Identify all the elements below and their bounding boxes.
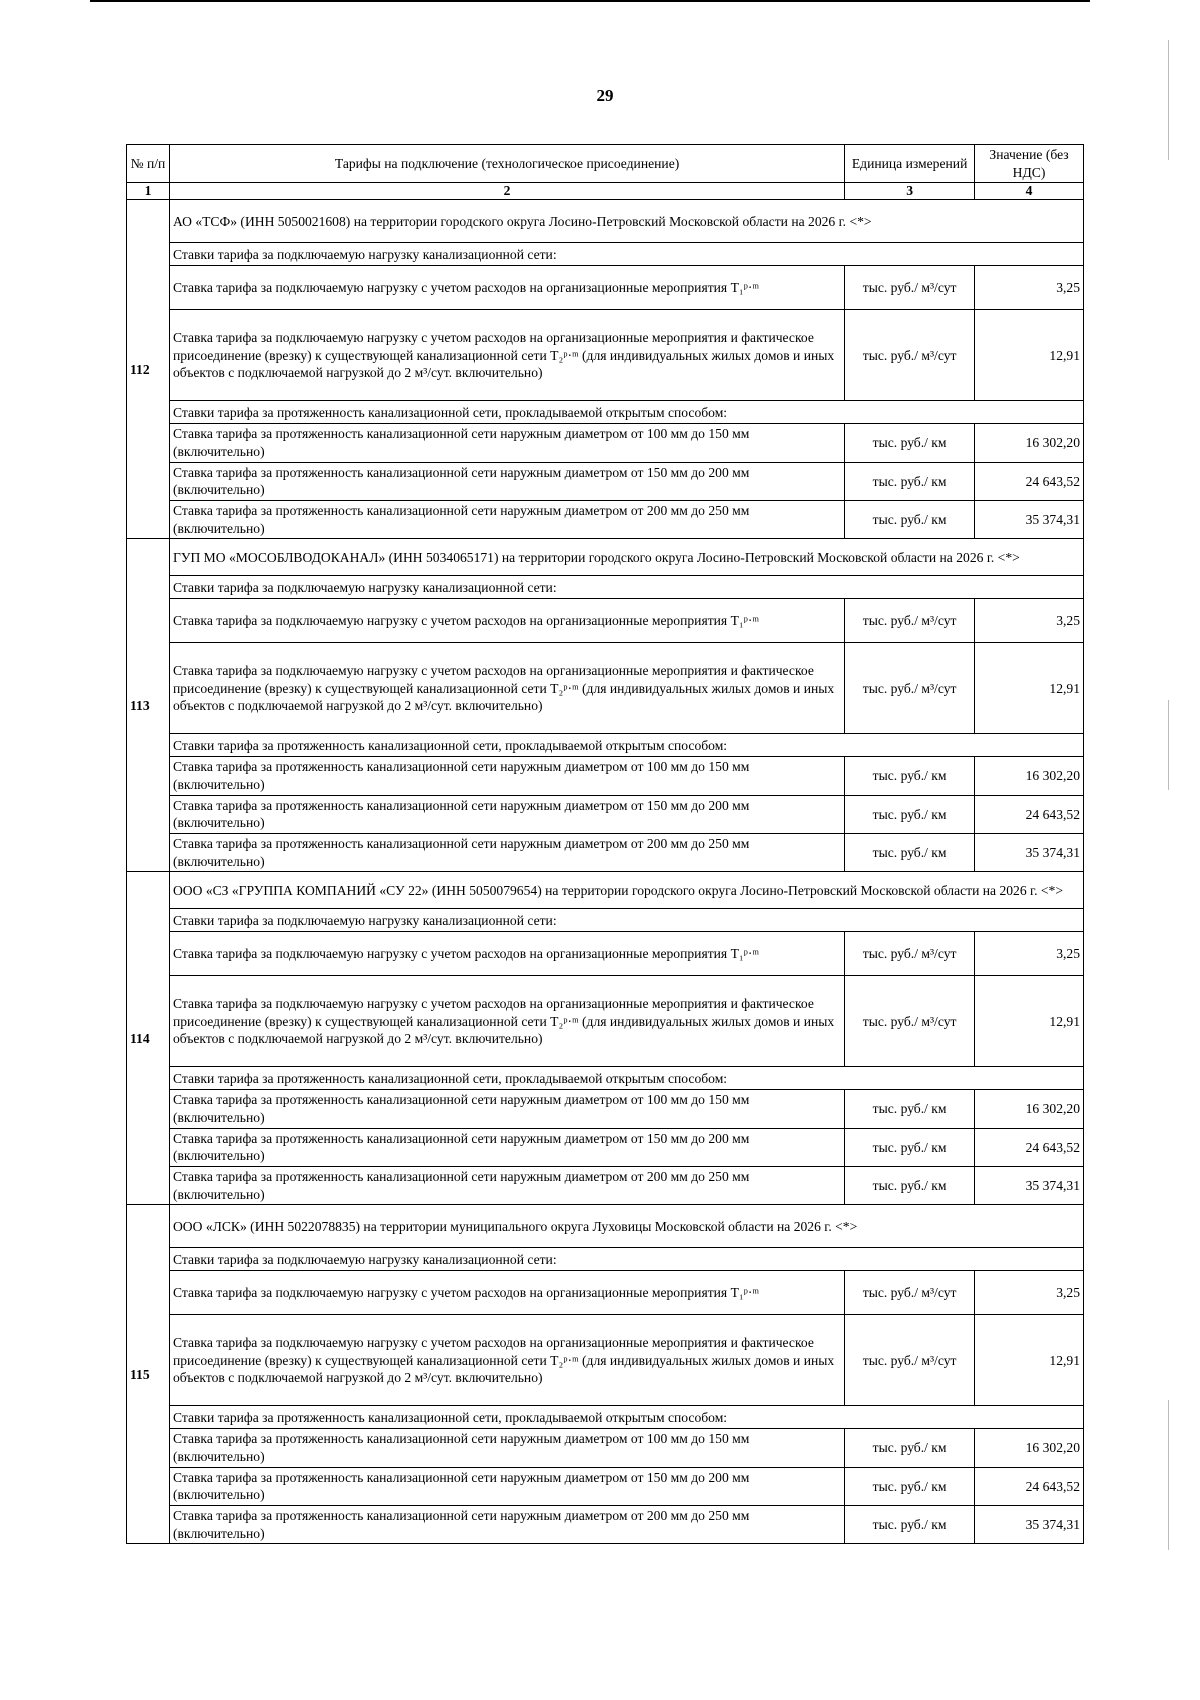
tariff-value: 24 643,52 xyxy=(975,795,1084,833)
tariff-row xyxy=(127,757,1084,795)
tariff-row xyxy=(127,1090,1084,1128)
organization-title: АО «ТСФ» (ИНН 5050021608) на территории городского округа Лосино-Петровский Московской области на 2026 г. <*> xyxy=(169,200,1083,243)
tariff-unit: тыс. руб./ м³/сут xyxy=(845,266,975,310)
tariff-unit: тыс. руб./ м³/сут xyxy=(845,599,975,643)
tariff-value: 16 302,20 xyxy=(975,424,1084,462)
column-number-row xyxy=(127,183,1084,200)
section-row-load xyxy=(127,243,1084,266)
section-heading: Ставки тарифа за подключаемую нагрузку канализационной сети: xyxy=(169,909,1083,932)
table-body xyxy=(127,200,1084,1544)
tariff-value: 35 374,31 xyxy=(975,501,1084,539)
tariff-name: Ставка тарифа за подключаемую нагрузку с учетом расходов на организационные мероприятия и фактическое присоединение (врезку) к существующей канализационной сети T₂ᵖ·ᵐ (для индивидуальных жилых домов и иных объектов с подключаемой нагрузкой до 2 м³/сут. включительно) xyxy=(169,976,844,1067)
tariff-unit: тыс. руб./ м³/сут xyxy=(845,976,975,1067)
tariff-row xyxy=(127,834,1084,872)
tariff-unit: тыс. руб./ м³/сут xyxy=(845,1271,975,1315)
tariff-value: 3,25 xyxy=(975,932,1084,976)
colnum-1: 1 xyxy=(127,183,170,200)
tariff-row xyxy=(127,1128,1084,1166)
tariff-name: Ставка тарифа за протяженность канализационной сети наружным диаметром от 200 мм до 250 мм (включительно) xyxy=(169,834,844,872)
organization-row xyxy=(127,872,1084,909)
header-row xyxy=(127,145,1084,183)
tariff-name: Ставка тарифа за протяженность канализационной сети наружным диаметром от 150 мм до 200 мм (включительно) xyxy=(169,462,844,500)
header-num: № п/п xyxy=(127,145,170,183)
section-row-load xyxy=(127,576,1084,599)
section-heading: Ставки тарифа за подключаемую нагрузку канализационной сети: xyxy=(169,243,1083,266)
tariff-name: Ставка тарифа за подключаемую нагрузку с учетом расходов на организационные мероприятия T₁ᵖ·ᵐ xyxy=(169,599,844,643)
header-value: Значение (без НДС) xyxy=(975,145,1084,183)
section-row-load xyxy=(127,1248,1084,1271)
section-heading: Ставки тарифа за подключаемую нагрузку канализационной сети: xyxy=(169,576,1083,599)
tariff-unit: тыс. руб./ км xyxy=(845,1128,975,1166)
section-row-length xyxy=(127,734,1084,757)
section-heading: Ставки тарифа за протяженность канализационной сети, прокладываемой открытым способом: xyxy=(169,401,1083,424)
tariff-row xyxy=(127,795,1084,833)
organization-row xyxy=(127,200,1084,243)
section-row-length xyxy=(127,1406,1084,1429)
tariff-value: 16 302,20 xyxy=(975,1090,1084,1128)
tariff-name: Ставка тарифа за протяженность канализационной сети наружным диаметром от 100 мм до 150 мм (включительно) xyxy=(169,424,844,462)
tariff-value: 16 302,20 xyxy=(975,757,1084,795)
tariff-name: Ставка тарифа за протяженность канализационной сети наружным диаметром от 150 мм до 200 мм (включительно) xyxy=(169,795,844,833)
organization-row xyxy=(127,539,1084,576)
tariff-unit: тыс. руб./ м³/сут xyxy=(845,643,975,734)
tariff-name: Ставка тарифа за протяженность канализационной сети наружным диаметром от 200 мм до 250 мм (включительно) xyxy=(169,1506,844,1544)
tariff-value: 12,91 xyxy=(975,643,1084,734)
tariff-name: Ставка тарифа за протяженность канализационной сети наружным диаметром от 150 мм до 200 мм (включительно) xyxy=(169,1128,844,1166)
tariff-value: 16 302,20 xyxy=(975,1429,1084,1467)
tariff-name: Ставка тарифа за протяженность канализационной сети наружным диаметром от 200 мм до 250 мм (включительно) xyxy=(169,1167,844,1205)
top-rule xyxy=(90,0,1090,2)
tariff-value: 3,25 xyxy=(975,266,1084,310)
tariff-row xyxy=(127,1429,1084,1467)
tariff-value: 35 374,31 xyxy=(975,834,1084,872)
tariff-name: Ставка тарифа за протяженность канализационной сети наружным диаметром от 200 мм до 250 мм (включительно) xyxy=(169,501,844,539)
scan-edge-mark xyxy=(1168,1400,1169,1550)
row-number: 115 xyxy=(127,1205,170,1544)
section-heading: Ставки тарифа за протяженность канализационной сети, прокладываемой открытым способом: xyxy=(169,1406,1083,1429)
tariff-value: 3,25 xyxy=(975,599,1084,643)
tariff-unit: тыс. руб./ км xyxy=(845,1506,975,1544)
tariff-name: Ставка тарифа за протяженность канализационной сети наружным диаметром от 100 мм до 150 мм (включительно) xyxy=(169,1090,844,1128)
tariff-row xyxy=(127,1467,1084,1505)
tariff-row xyxy=(127,266,1084,310)
tariff-name: Ставка тарифа за подключаемую нагрузку с учетом расходов на организационные мероприятия T₁ᵖ·ᵐ xyxy=(169,266,844,310)
tariff-name: Ставка тарифа за подключаемую нагрузку с учетом расходов на организационные мероприятия T₁ᵖ·ᵐ xyxy=(169,1271,844,1315)
organization-row xyxy=(127,1205,1084,1248)
tariff-row xyxy=(127,1315,1084,1406)
tariff-value: 12,91 xyxy=(975,310,1084,401)
tariff-name: Ставка тарифа за подключаемую нагрузку с учетом расходов на организационные мероприятия и фактическое присоединение (врезку) к существующей канализационной сети T₂ᵖ·ᵐ (для индивидуальных жилых домов и иных объектов с подключаемой нагрузкой до 2 м³/сут. включительно) xyxy=(169,310,844,401)
organization-title: ООО «СЗ «ГРУППА КОМПАНИЙ «СУ 22» (ИНН 5050079654) на территории городского округа Лосино-Петровский Московской области на 2026 г. <*> xyxy=(169,872,1083,909)
tariff-row xyxy=(127,501,1084,539)
tariff-table xyxy=(126,144,1084,1544)
header-unit: Единица измерений xyxy=(845,145,975,183)
tariff-name: Ставка тарифа за подключаемую нагрузку с учетом расходов на организационные мероприятия и фактическое присоединение (врезку) к существующей канализационной сети T₂ᵖ·ᵐ (для индивидуальных жилых домов и иных объектов с подключаемой нагрузкой до 2 м³/сут. включительно) xyxy=(169,1315,844,1406)
row-number: 114 xyxy=(127,872,170,1205)
tariff-value: 24 643,52 xyxy=(975,1128,1084,1166)
tariff-unit: тыс. руб./ м³/сут xyxy=(845,932,975,976)
tariff-unit: тыс. руб./ км xyxy=(845,795,975,833)
colnum-2: 2 xyxy=(169,183,844,200)
tariff-unit: тыс. руб./ км xyxy=(845,1167,975,1205)
tariff-unit: тыс. руб./ км xyxy=(845,424,975,462)
section-row-length xyxy=(127,401,1084,424)
organization-title: ГУП МО «МОСОБЛВОДОКАНАЛ» (ИНН 5034065171) на территории городского округа Лосино-Петровский Московской области на 2026 г. <*> xyxy=(169,539,1083,576)
tariff-value: 12,91 xyxy=(975,976,1084,1067)
tariff-name: Ставка тарифа за протяженность канализационной сети наружным диаметром от 100 мм до 150 мм (включительно) xyxy=(169,1429,844,1467)
tariff-value: 12,91 xyxy=(975,1315,1084,1406)
section-heading: Ставки тарифа за протяженность канализационной сети, прокладываемой открытым способом: xyxy=(169,734,1083,757)
section-heading: Ставки тарифа за подключаемую нагрузку канализационной сети: xyxy=(169,1248,1083,1271)
section-heading: Ставки тарифа за протяженность канализационной сети, прокладываемой открытым способом: xyxy=(169,1067,1083,1090)
section-row-load xyxy=(127,909,1084,932)
tariff-value: 35 374,31 xyxy=(975,1506,1084,1544)
tariff-value: 35 374,31 xyxy=(975,1167,1084,1205)
tariff-name: Ставка тарифа за протяженность канализационной сети наружным диаметром от 150 мм до 200 мм (включительно) xyxy=(169,1467,844,1505)
tariff-unit: тыс. руб./ км xyxy=(845,462,975,500)
header-tariff: Тарифы на подключение (технологическое присоединение) xyxy=(169,145,844,183)
tariff-unit: тыс. руб./ км xyxy=(845,834,975,872)
tariff-value: 24 643,52 xyxy=(975,462,1084,500)
tariff-row xyxy=(127,1167,1084,1205)
organization-title: ООО «ЛСК» (ИНН 5022078835) на территории муниципального округа Луховицы Московской области на 2026 г. <*> xyxy=(169,1205,1083,1248)
tariff-value: 24 643,52 xyxy=(975,1467,1084,1505)
colnum-4: 4 xyxy=(975,183,1084,200)
tariff-unit: тыс. руб./ км xyxy=(845,1467,975,1505)
tariff-unit: тыс. руб./ м³/сут xyxy=(845,1315,975,1406)
tariff-row xyxy=(127,976,1084,1067)
section-row-length xyxy=(127,1067,1084,1090)
tariff-name: Ставка тарифа за подключаемую нагрузку с учетом расходов на организационные мероприятия и фактическое присоединение (врезку) к существующей канализационной сети T₂ᵖ·ᵐ (для индивидуальных жилых домов и иных объектов с подключаемой нагрузкой до 2 м³/сут. включительно) xyxy=(169,643,844,734)
scan-edge-mark xyxy=(1168,700,1169,790)
tariff-row xyxy=(127,424,1084,462)
tariff-row xyxy=(127,310,1084,401)
row-number: 112 xyxy=(127,200,170,539)
tariff-row xyxy=(127,932,1084,976)
row-number: 113 xyxy=(127,539,170,872)
tariff-row xyxy=(127,462,1084,500)
tariff-unit: тыс. руб./ км xyxy=(845,1429,975,1467)
tariff-unit: тыс. руб./ км xyxy=(845,501,975,539)
tariff-row xyxy=(127,1271,1084,1315)
tariff-unit: тыс. руб./ км xyxy=(845,757,975,795)
colnum-3: 3 xyxy=(845,183,975,200)
tariff-name: Ставка тарифа за подключаемую нагрузку с учетом расходов на организационные мероприятия T₁ᵖ·ᵐ xyxy=(169,932,844,976)
tariff-row xyxy=(127,1506,1084,1544)
tariff-unit: тыс. руб./ км xyxy=(845,1090,975,1128)
tariff-unit: тыс. руб./ м³/сут xyxy=(845,310,975,401)
page-number: 29 xyxy=(596,86,614,105)
tariff-name: Ставка тарифа за протяженность канализационной сети наружным диаметром от 100 мм до 150 мм (включительно) xyxy=(169,757,844,795)
tariff-row xyxy=(127,599,1084,643)
tariff-value: 3,25 xyxy=(975,1271,1084,1315)
tariff-row xyxy=(127,643,1084,734)
